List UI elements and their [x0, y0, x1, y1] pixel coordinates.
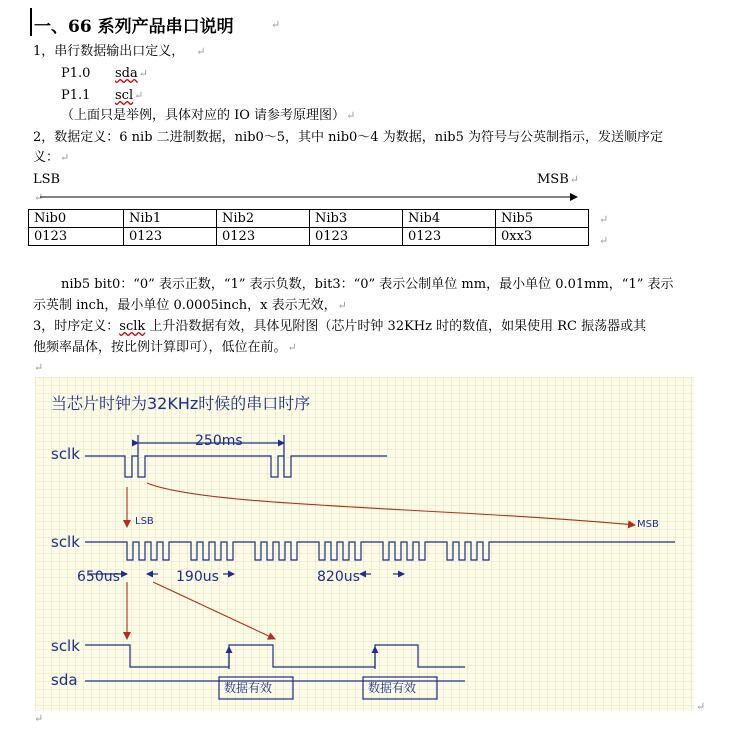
- label-sclk3: sclk: [51, 637, 80, 655]
- table-cell: 0123: [403, 228, 496, 246]
- table-cell: 0xx3: [496, 228, 589, 246]
- label-data-valid-1: 数据有效: [224, 681, 273, 695]
- label-sclk2: sclk: [51, 533, 80, 551]
- table-cell: 0123: [29, 228, 124, 246]
- nib5-desc-line1: nib5 bit0：“0” 表示正数，“1” 表示负数，bit3：“0” 表示公制单位 mm，最小单位 0.01mm，“1” 表示: [61, 277, 674, 292]
- table-cell: Nib0: [29, 210, 124, 228]
- paragraph-mark-icon: ↵: [271, 18, 281, 31]
- table-cell: 0123: [217, 228, 310, 246]
- label-820us: 820us: [317, 569, 360, 585]
- timing-diagram: [35, 377, 694, 711]
- label-650us: 650us: [77, 569, 120, 585]
- label-sclk1: sclk: [51, 445, 80, 463]
- diagram-grid: [35, 377, 694, 711]
- table-cell: Nib5: [496, 210, 589, 228]
- label-lsb: LSB: [135, 516, 154, 527]
- section3-line2: 他频率晶体，按比例计算即可），低位在前。↵: [33, 340, 297, 355]
- label-data-valid-2: 数据有效: [368, 681, 417, 695]
- paragraph-mark-icon: ↵: [34, 361, 44, 374]
- table-row: [29, 210, 589, 228]
- section1-note: （上面只是举例，具体对应的 IO 请参考原理图）↵: [61, 108, 356, 123]
- send-order-arrow: [40, 192, 580, 202]
- pin-row-0: P1.0 sda↵: [61, 66, 148, 81]
- table-cell: Nib3: [310, 210, 403, 228]
- label-250ms: 250ms: [195, 433, 243, 449]
- nib-table: [28, 209, 589, 246]
- label-sda: sda: [51, 671, 78, 689]
- pin-row-1: P1.1 scl↵: [61, 88, 144, 103]
- section1-title: 1，串行数据输出口定义， ↵: [33, 44, 206, 59]
- paragraph-mark-icon: ↵: [599, 213, 609, 226]
- heading-bar: [30, 8, 32, 36]
- lsb-label: LSB: [33, 172, 61, 187]
- heading-text: 一、66 系列产品串口说明: [34, 17, 234, 37]
- table-cell: Nib4: [403, 210, 496, 228]
- table-cell: Nib1: [124, 210, 217, 228]
- section2-title-line2: 义：↵: [33, 150, 70, 165]
- label-msb: MSB: [637, 519, 659, 530]
- paragraph-mark-icon: ↵: [34, 191, 44, 204]
- paragraph-mark-icon: ↵: [34, 712, 44, 725]
- section3-line1: 3，时序定义：sclk 上升沿数据有效，具体见附图（芯片时钟 32KHz 时的数值，如果使用 RC 振荡器或其: [33, 319, 647, 334]
- msb-label: MSB↵: [537, 172, 579, 187]
- table-cell: Nib2: [217, 210, 310, 228]
- table-cell: 0123: [310, 228, 403, 246]
- table-cell: 0123: [124, 228, 217, 246]
- table-row: [29, 228, 589, 246]
- label-190us: 190us: [176, 569, 219, 585]
- section2-title-line1: 2，数据定义：6 nib 二进制数据，nib0～5，其中 nib0～4 为数据，nib5 为符号与公英制指示，发送顺序定: [33, 130, 663, 145]
- paragraph-mark-icon: ↵: [599, 234, 609, 247]
- diagram-title: 当芯片时钟为32KHz时候的串口时序: [51, 394, 311, 413]
- nib5-desc-line2: 示英制 inch，最小单位 0.0005inch，x 表示无效，↵: [33, 298, 347, 313]
- paragraph-mark-icon: ↵: [696, 700, 706, 713]
